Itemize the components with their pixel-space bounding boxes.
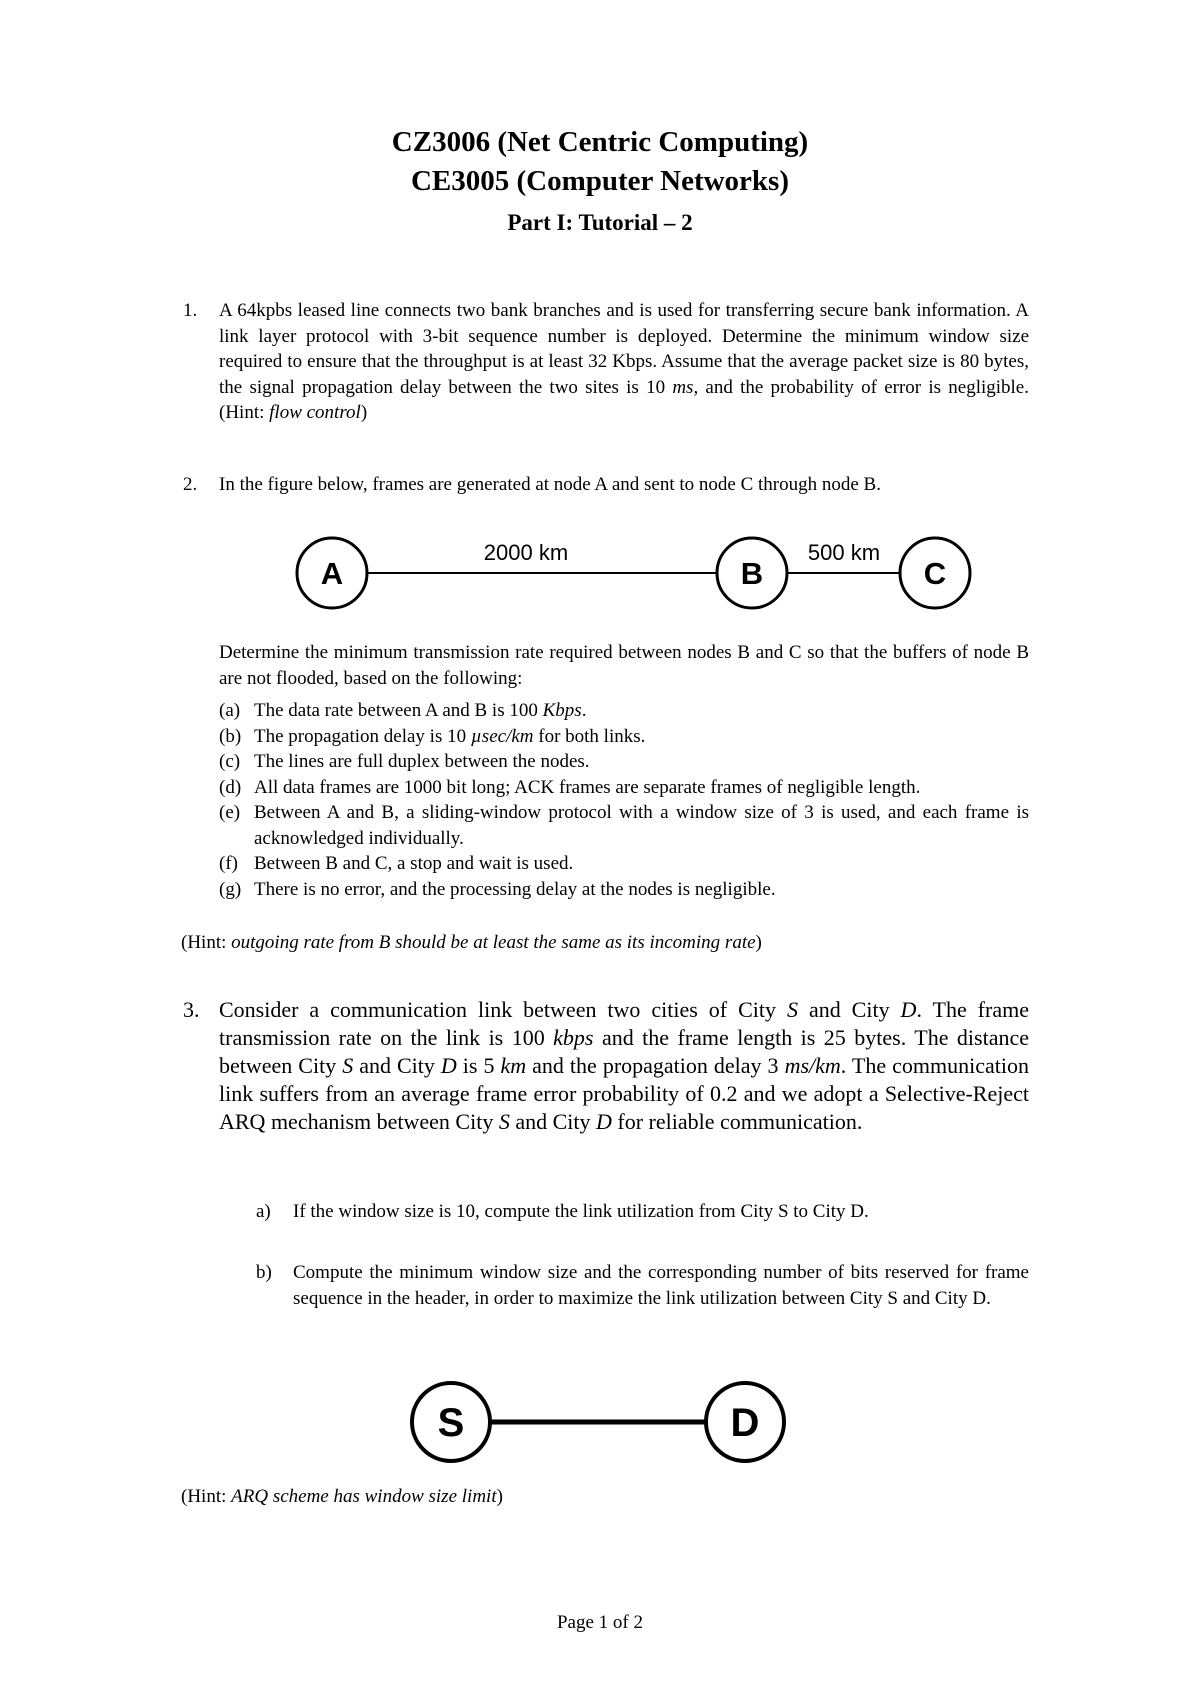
list-item: (c) The lines are full duplex between the nodes.: [219, 751, 590, 772]
question-2-body: Determine the minimum transmission rate required between nodes B and C so that the buffers of node B are not flooded, based on the following:: [219, 642, 1029, 689]
distance-b-c-label: 500 km: [807, 540, 881, 565]
question-2-number: 2.: [183, 474, 198, 495]
question-3a-text: If the window size is 10, compute the link utilization from City S to City D.: [293, 1201, 869, 1222]
course-title-2: CE3005 (Computer Networks): [410, 165, 790, 197]
distance-a-b-label: 2000 km: [483, 540, 569, 565]
question-3b-label: b): [256, 1262, 272, 1283]
question-2-intro: In the figure below, frames are generated at node A and sent to node C through node B.: [219, 474, 881, 495]
question-3-text: Consider a communication link between two cities of City S and City D. The frame transmission rate on the link is 100 kbps and the frame length is 25 bytes. The distance between City S and City D is 5 km and the propagation delay 3 ms/km. The communication link suffers from an average frame error probability of 0.2 and we adopt a Selective-Reject ARQ mechanism between City S and City D for reliable communication.: [219, 997, 1029, 1134]
node-b-label: B: [740, 556, 764, 591]
question-2-conditions: [219, 698, 1029, 902]
question-3a-label: a): [256, 1201, 271, 1222]
list-item: (f) Between B and C, a stop and wait is used.: [219, 853, 574, 874]
list-item: (g) There is no error, and the processing delay at the nodes is negligible.: [219, 878, 776, 900]
list-item: (b) The propagation delay is 10 µsec/km for both links.: [219, 725, 646, 747]
network-diagram-sd: [0, 1367, 1200, 1477]
list-item: (e) Between A and B, a sliding-window protocol with a window size of 3 is used, and each frame is acknowledged individually.: [219, 802, 1029, 849]
question-3-hint: (Hint: ARQ scheme has window size limit): [181, 1486, 503, 1507]
network-diagram-abc: [0, 528, 1200, 618]
question-1-number: 1.: [183, 300, 198, 321]
question-1-text: A 64kpbs leased line connects two bank branches and is used for transferring secure bank information. A link layer protocol with 3-bit sequence number is deployed. Determine the minimum window size required to ensure that the throughput is at least 32 Kbps. Assume that the average packet size is 80 bytes, the signal propagation delay between the two sites is 10 ms, and the probability of error is negligible. (Hint: flow control): [219, 300, 1029, 423]
tutorial-subtitle: Part I: Tutorial – 2: [507, 210, 693, 235]
node-c-label: C: [923, 556, 947, 591]
node-a-label: A: [320, 556, 344, 591]
course-title-1: CZ3006 (Net Centric Computing): [391, 126, 809, 158]
node-s-label: S: [437, 1401, 465, 1445]
page-footer: Page 1 of 2: [556, 1612, 643, 1633]
question-2-hint: (Hint: outgoing rate from B should be at least the same as its incoming rate): [181, 932, 762, 953]
question-3b-text: Compute the minimum window size and the corresponding number of bits reserved for frame sequence in the header, in order to maximize the link utilization between City S and City D.: [293, 1262, 1029, 1309]
node-d-label: D: [730, 1401, 760, 1445]
list-item: (a) The data rate between A and B is 100 Kbps.: [219, 700, 587, 721]
list-item: (d) All data frames are 1000 bit long; ACK frames are separate frames of negligible length.: [219, 776, 921, 798]
question-3-number: 3.: [183, 997, 200, 1022]
